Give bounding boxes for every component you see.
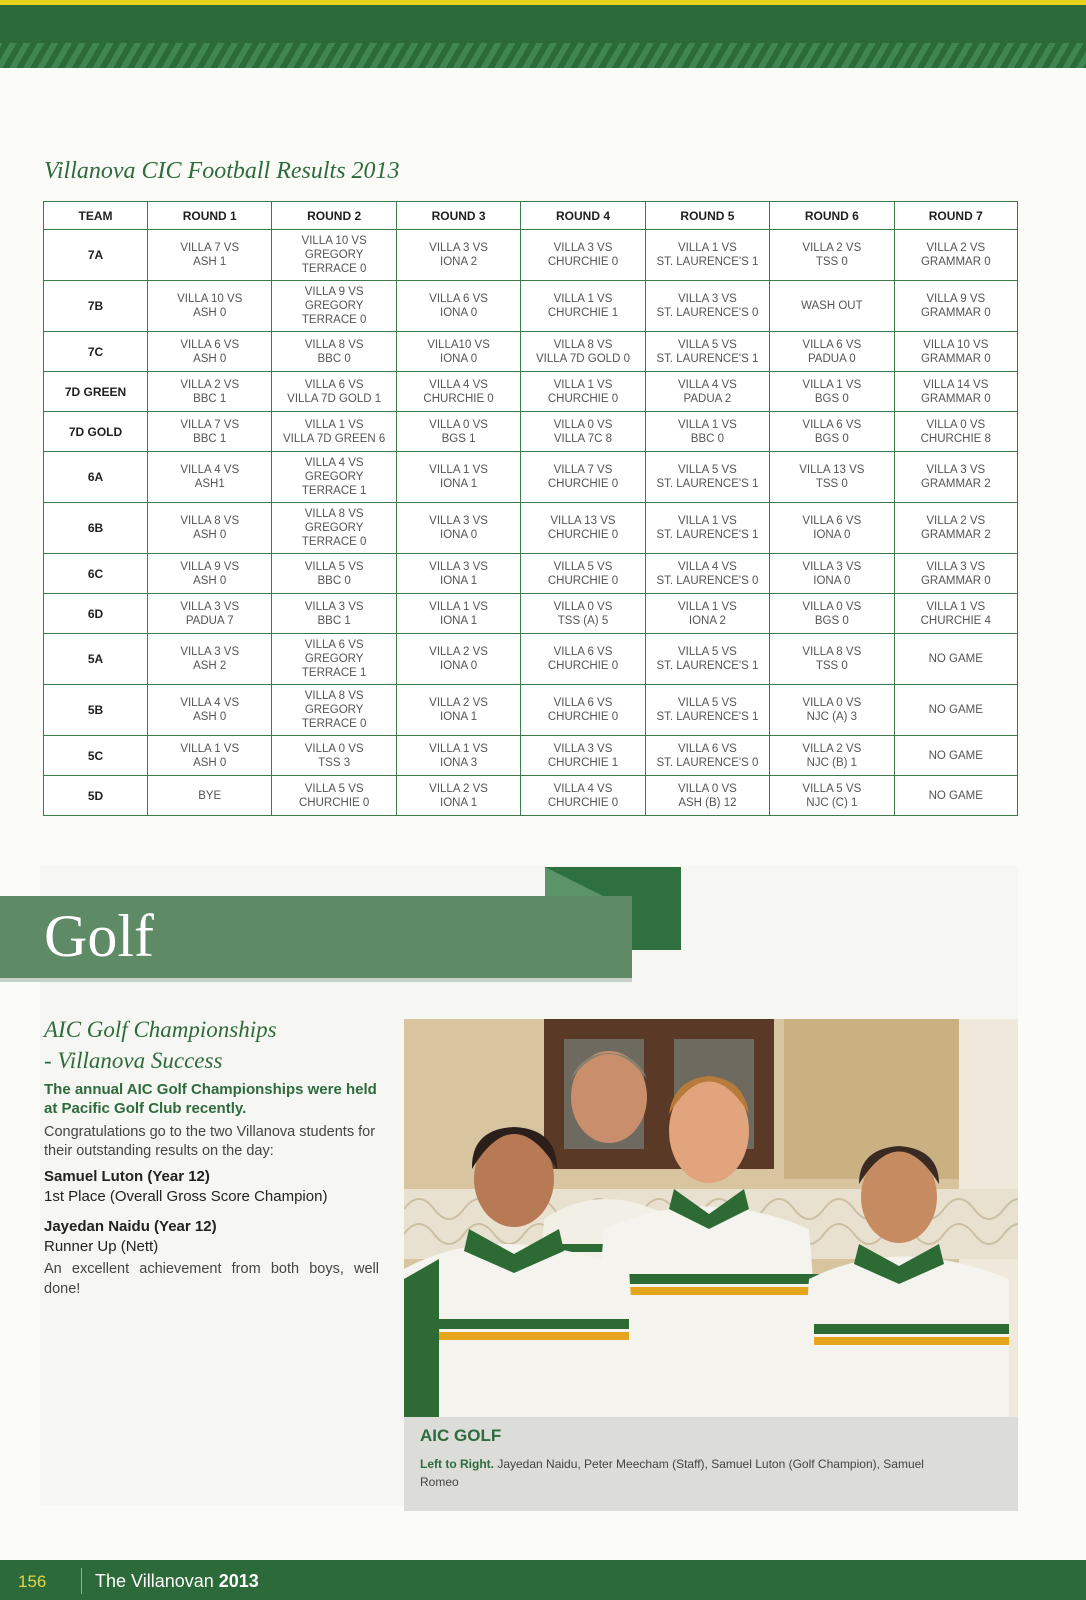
result-cell: VILLA 1 VS ST. LAURENCE'S 1 — [645, 503, 769, 554]
result-cell: VILLA 4 VS ASH1 — [148, 452, 272, 503]
golf-team-photo-illustration — [404, 1019, 1018, 1417]
result-cell: VILLA 3 VS CHURCHIE 0 — [521, 230, 645, 281]
caption-names: Jayedan Naidu, Peter Meecham (Staff), Samuel Luton (Golf Champion), Samuel Romeo — [420, 1457, 924, 1489]
photo-caption-text — [420, 1455, 960, 1491]
result-cell: VILLA 4 VS CHURCHIE 0 — [396, 372, 520, 412]
result-cell: VILLA 6 VS IONA 0 — [770, 503, 894, 554]
table-row — [44, 372, 1018, 412]
result-cell: BYE — [148, 776, 272, 816]
result-cell: VILLA 13 VS TSS 0 — [770, 452, 894, 503]
result-cell: VILLA 14 VS GRAMMAR 0 — [894, 372, 1017, 412]
result-cell: VILLA 4 VS CHURCHIE 0 — [521, 776, 645, 816]
table-row — [44, 554, 1018, 594]
result-cell: VILLA 2 VS IONA 0 — [396, 634, 520, 685]
team-cell: 7B — [44, 281, 148, 332]
result-cell: VILLA 0 VS TSS (A) 5 — [521, 594, 645, 634]
result-cell: VILLA 2 VS NJC (B) 1 — [770, 736, 894, 776]
team-cell: 5C — [44, 736, 148, 776]
result-cell: VILLA 5 VS NJC (C) 1 — [770, 776, 894, 816]
result-cell: NO GAME — [894, 634, 1017, 685]
result-cell: VILLA 3 VS ASH 2 — [148, 634, 272, 685]
team-cell: 6D — [44, 594, 148, 634]
result-cell: VILLA 1 VS IONA 3 — [396, 736, 520, 776]
table-header-cell: ROUND 6 — [770, 202, 894, 230]
team-cell: 7D GOLD — [44, 412, 148, 452]
table-row — [44, 503, 1018, 554]
result-cell: VILLA 0 VS NJC (A) 3 — [770, 685, 894, 736]
table-row — [44, 452, 1018, 503]
result-cell: VILLA 3 VS GRAMMAR 2 — [894, 452, 1017, 503]
result-cell: VILLA 6 VS IONA 0 — [396, 281, 520, 332]
result-cell: VILLA 6 VS ASH 0 — [148, 332, 272, 372]
result-cell: VILLA 4 VS ASH 0 — [148, 685, 272, 736]
table-row — [44, 332, 1018, 372]
result-cell: VILLA 0 VS VILLA 7C 8 — [521, 412, 645, 452]
result-cell: VILLA 10 VS GREGORY TERRACE 0 — [272, 230, 396, 281]
result-cell: VILLA 2 VS BBC 1 — [148, 372, 272, 412]
golf-team-photo — [404, 1019, 1018, 1417]
result-cell: VILLA 7 VS CHURCHIE 0 — [521, 452, 645, 503]
result-cell: VILLA 3 VS IONA 1 — [396, 554, 520, 594]
golf-congrats-paragraph: Congratulations go to the two Villanova students for their outstanding results on the day: — [44, 1124, 376, 1159]
winner-2-name: Jayedan Naidu (Year 12) — [44, 1218, 217, 1235]
result-cell: WASH OUT — [770, 281, 894, 332]
result-cell: VILLA 1 VS IONA 1 — [396, 594, 520, 634]
football-results-table — [43, 201, 1018, 816]
team-cell: 7D GREEN — [44, 372, 148, 412]
result-cell: NO GAME — [894, 736, 1017, 776]
team-cell: 5B — [44, 685, 148, 736]
result-cell: VILLA 5 VS ST. LAURENCE'S 1 — [645, 685, 769, 736]
team-cell: 6A — [44, 452, 148, 503]
publication-name: The Villanovan — [95, 1571, 214, 1591]
golf-banner-shadow — [0, 978, 632, 982]
result-cell: VILLA 8 VS ASH 0 — [148, 503, 272, 554]
table-header-cell: ROUND 1 — [148, 202, 272, 230]
result-cell: VILLA 3 VS CHURCHIE 1 — [521, 736, 645, 776]
winner-2 — [44, 1217, 379, 1257]
result-cell: VILLA 5 VS ST. LAURENCE'S 1 — [645, 634, 769, 685]
result-cell: VILLA 1 VS BBC 0 — [645, 412, 769, 452]
result-cell: VILLA 8 VS BBC 0 — [272, 332, 396, 372]
result-cell: VILLA 8 VS GREGORY TERRACE 0 — [272, 503, 396, 554]
result-cell: VILLA 9 VS GRAMMAR 0 — [894, 281, 1017, 332]
result-cell: VILLA 0 VS TSS 3 — [272, 736, 396, 776]
table-row — [44, 594, 1018, 634]
result-cell: VILLA 8 VS TSS 0 — [770, 634, 894, 685]
result-cell: VILLA 3 VS ST. LAURENCE'S 0 — [645, 281, 769, 332]
result-cell: VILLA 3 VS IONA 0 — [396, 503, 520, 554]
result-cell: VILLA 5 VS BBC 0 — [272, 554, 396, 594]
publication-year: 2013 — [218, 1571, 259, 1591]
result-cell: VILLA 5 VS CHURCHIE 0 — [272, 776, 396, 816]
photo-caption-heading: AIC GOLF — [420, 1426, 502, 1445]
result-cell: VILLA 8 VS VILLA 7D GOLD 0 — [521, 332, 645, 372]
header-band — [0, 0, 1086, 68]
table-header-row — [44, 202, 1018, 230]
result-cell: VILLA 3 VS IONA 0 — [770, 554, 894, 594]
team-cell: 7A — [44, 230, 148, 281]
result-cell: VILLA 1 VS ASH 0 — [148, 736, 272, 776]
golf-subheading — [44, 1014, 374, 1076]
table-header-cell: ROUND 4 — [521, 202, 645, 230]
winner-1-result: 1st Place (Overall Gross Score Champion) — [44, 1188, 328, 1205]
result-cell: VILLA 6 VS CHURCHIE 0 — [521, 634, 645, 685]
result-cell: VILLA 2 VS IONA 1 — [396, 776, 520, 816]
winner-2-result: Runner Up (Nett) — [44, 1238, 159, 1255]
table-header-cell: ROUND 7 — [894, 202, 1017, 230]
result-cell: VILLA 1 VS ST. LAURENCE'S 1 — [645, 230, 769, 281]
result-cell: VILLA 7 VS ASH 1 — [148, 230, 272, 281]
golf-banner-fold — [545, 867, 605, 897]
result-cell: VILLA 4 VS PADUA 2 — [645, 372, 769, 412]
result-cell: VILLA 9 VS GREGORY TERRACE 0 — [272, 281, 396, 332]
result-cell: VILLA 7 VS BBC 1 — [148, 412, 272, 452]
result-cell: VILLA 2 VS IONA 1 — [396, 685, 520, 736]
table-header-cell: ROUND 5 — [645, 202, 769, 230]
result-cell: VILLA 9 VS ASH 0 — [148, 554, 272, 594]
winner-1 — [44, 1167, 379, 1207]
page-number: 156 — [18, 1572, 47, 1591]
result-cell: VILLA 0 VS CHURCHIE 8 — [894, 412, 1017, 452]
golf-subheading-line1: AIC Golf Championships — [44, 1017, 277, 1042]
team-cell: 6B — [44, 503, 148, 554]
golf-closing-paragraph: An excellent achievement from both boys, well done! — [44, 1261, 379, 1297]
header-green-stripe — [0, 5, 1086, 43]
result-cell: VILLA10 VS IONA 0 — [396, 332, 520, 372]
table-row — [44, 412, 1018, 452]
football-results-title: Villanova CIC Football Results 2013 — [44, 158, 400, 184]
result-cell: VILLA 1 VS CHURCHIE 0 — [521, 372, 645, 412]
result-cell: VILLA 1 VS BGS 0 — [770, 372, 894, 412]
result-cell: VILLA 5 VS ST. LAURENCE'S 1 — [645, 332, 769, 372]
result-cell: VILLA 1 VS VILLA 7D GREEN 6 — [272, 412, 396, 452]
result-cell: VILLA 2 VS TSS 0 — [770, 230, 894, 281]
result-cell: VILLA 1 VS CHURCHIE 1 — [521, 281, 645, 332]
team-cell: 7C — [44, 332, 148, 372]
result-cell: VILLA 1 VS IONA 2 — [645, 594, 769, 634]
footer-divider — [81, 1568, 82, 1594]
result-cell: VILLA 3 VS IONA 2 — [396, 230, 520, 281]
result-cell: VILLA 4 VS ST. LAURENCE'S 0 — [645, 554, 769, 594]
table-row — [44, 230, 1018, 281]
result-cell: NO GAME — [894, 685, 1017, 736]
team-cell: 5D — [44, 776, 148, 816]
publication-title — [95, 1571, 259, 1592]
result-cell: VILLA 10 VS ASH 0 — [148, 281, 272, 332]
table-header-cell: ROUND 2 — [272, 202, 396, 230]
result-cell: VILLA 6 VS ST. LAURENCE'S 0 — [645, 736, 769, 776]
table-row — [44, 634, 1018, 685]
result-cell: VILLA 6 VS GREGORY TERRACE 1 — [272, 634, 396, 685]
table-row — [44, 685, 1018, 736]
result-cell: VILLA 6 VS VILLA 7D GOLD 1 — [272, 372, 396, 412]
team-cell: 6C — [44, 554, 148, 594]
result-cell: VILLA 8 VS GREGORY TERRACE 0 — [272, 685, 396, 736]
result-cell: VILLA 10 VS GRAMMAR 0 — [894, 332, 1017, 372]
result-cell: VILLA 0 VS ASH (B) 12 — [645, 776, 769, 816]
result-cell: VILLA 4 VS GREGORY TERRACE 1 — [272, 452, 396, 503]
result-cell: VILLA 0 VS BGS 1 — [396, 412, 520, 452]
result-cell: VILLA 3 VS PADUA 7 — [148, 594, 272, 634]
caption-lead: Left to Right. — [420, 1457, 494, 1471]
table-row — [44, 776, 1018, 816]
table-row — [44, 736, 1018, 776]
result-cell: VILLA 2 VS GRAMMAR 2 — [894, 503, 1017, 554]
result-cell: VILLA 3 VS GRAMMAR 0 — [894, 554, 1017, 594]
winner-1-name: Samuel Luton (Year 12) — [44, 1168, 210, 1185]
team-cell: 5A — [44, 634, 148, 685]
result-cell: VILLA 6 VS BGS 0 — [770, 412, 894, 452]
result-cell: VILLA 1 VS IONA 1 — [396, 452, 520, 503]
table-header-cell: TEAM — [44, 202, 148, 230]
result-cell: VILLA 6 VS PADUA 0 — [770, 332, 894, 372]
result-cell: VILLA 0 VS BGS 0 — [770, 594, 894, 634]
table-row — [44, 281, 1018, 332]
result-cell: VILLA 5 VS CHURCHIE 0 — [521, 554, 645, 594]
result-cell: VILLA 5 VS ST. LAURENCE'S 1 — [645, 452, 769, 503]
result-cell: VILLA 3 VS BBC 1 — [272, 594, 396, 634]
table-header-cell: ROUND 3 — [396, 202, 520, 230]
golf-section-title: Golf — [44, 903, 154, 969]
result-cell: VILLA 1 VS CHURCHIE 4 — [894, 594, 1017, 634]
golf-subheading-line2: - Villanova Success — [44, 1048, 223, 1073]
golf-lead-paragraph: The annual AIC Golf Championships were held at Pacific Golf Club recently. — [44, 1081, 377, 1117]
result-cell: NO GAME — [894, 776, 1017, 816]
result-cell: VILLA 13 VS CHURCHIE 0 — [521, 503, 645, 554]
result-cell: VILLA 6 VS CHURCHIE 0 — [521, 685, 645, 736]
result-cell: VILLA 2 VS GRAMMAR 0 — [894, 230, 1017, 281]
